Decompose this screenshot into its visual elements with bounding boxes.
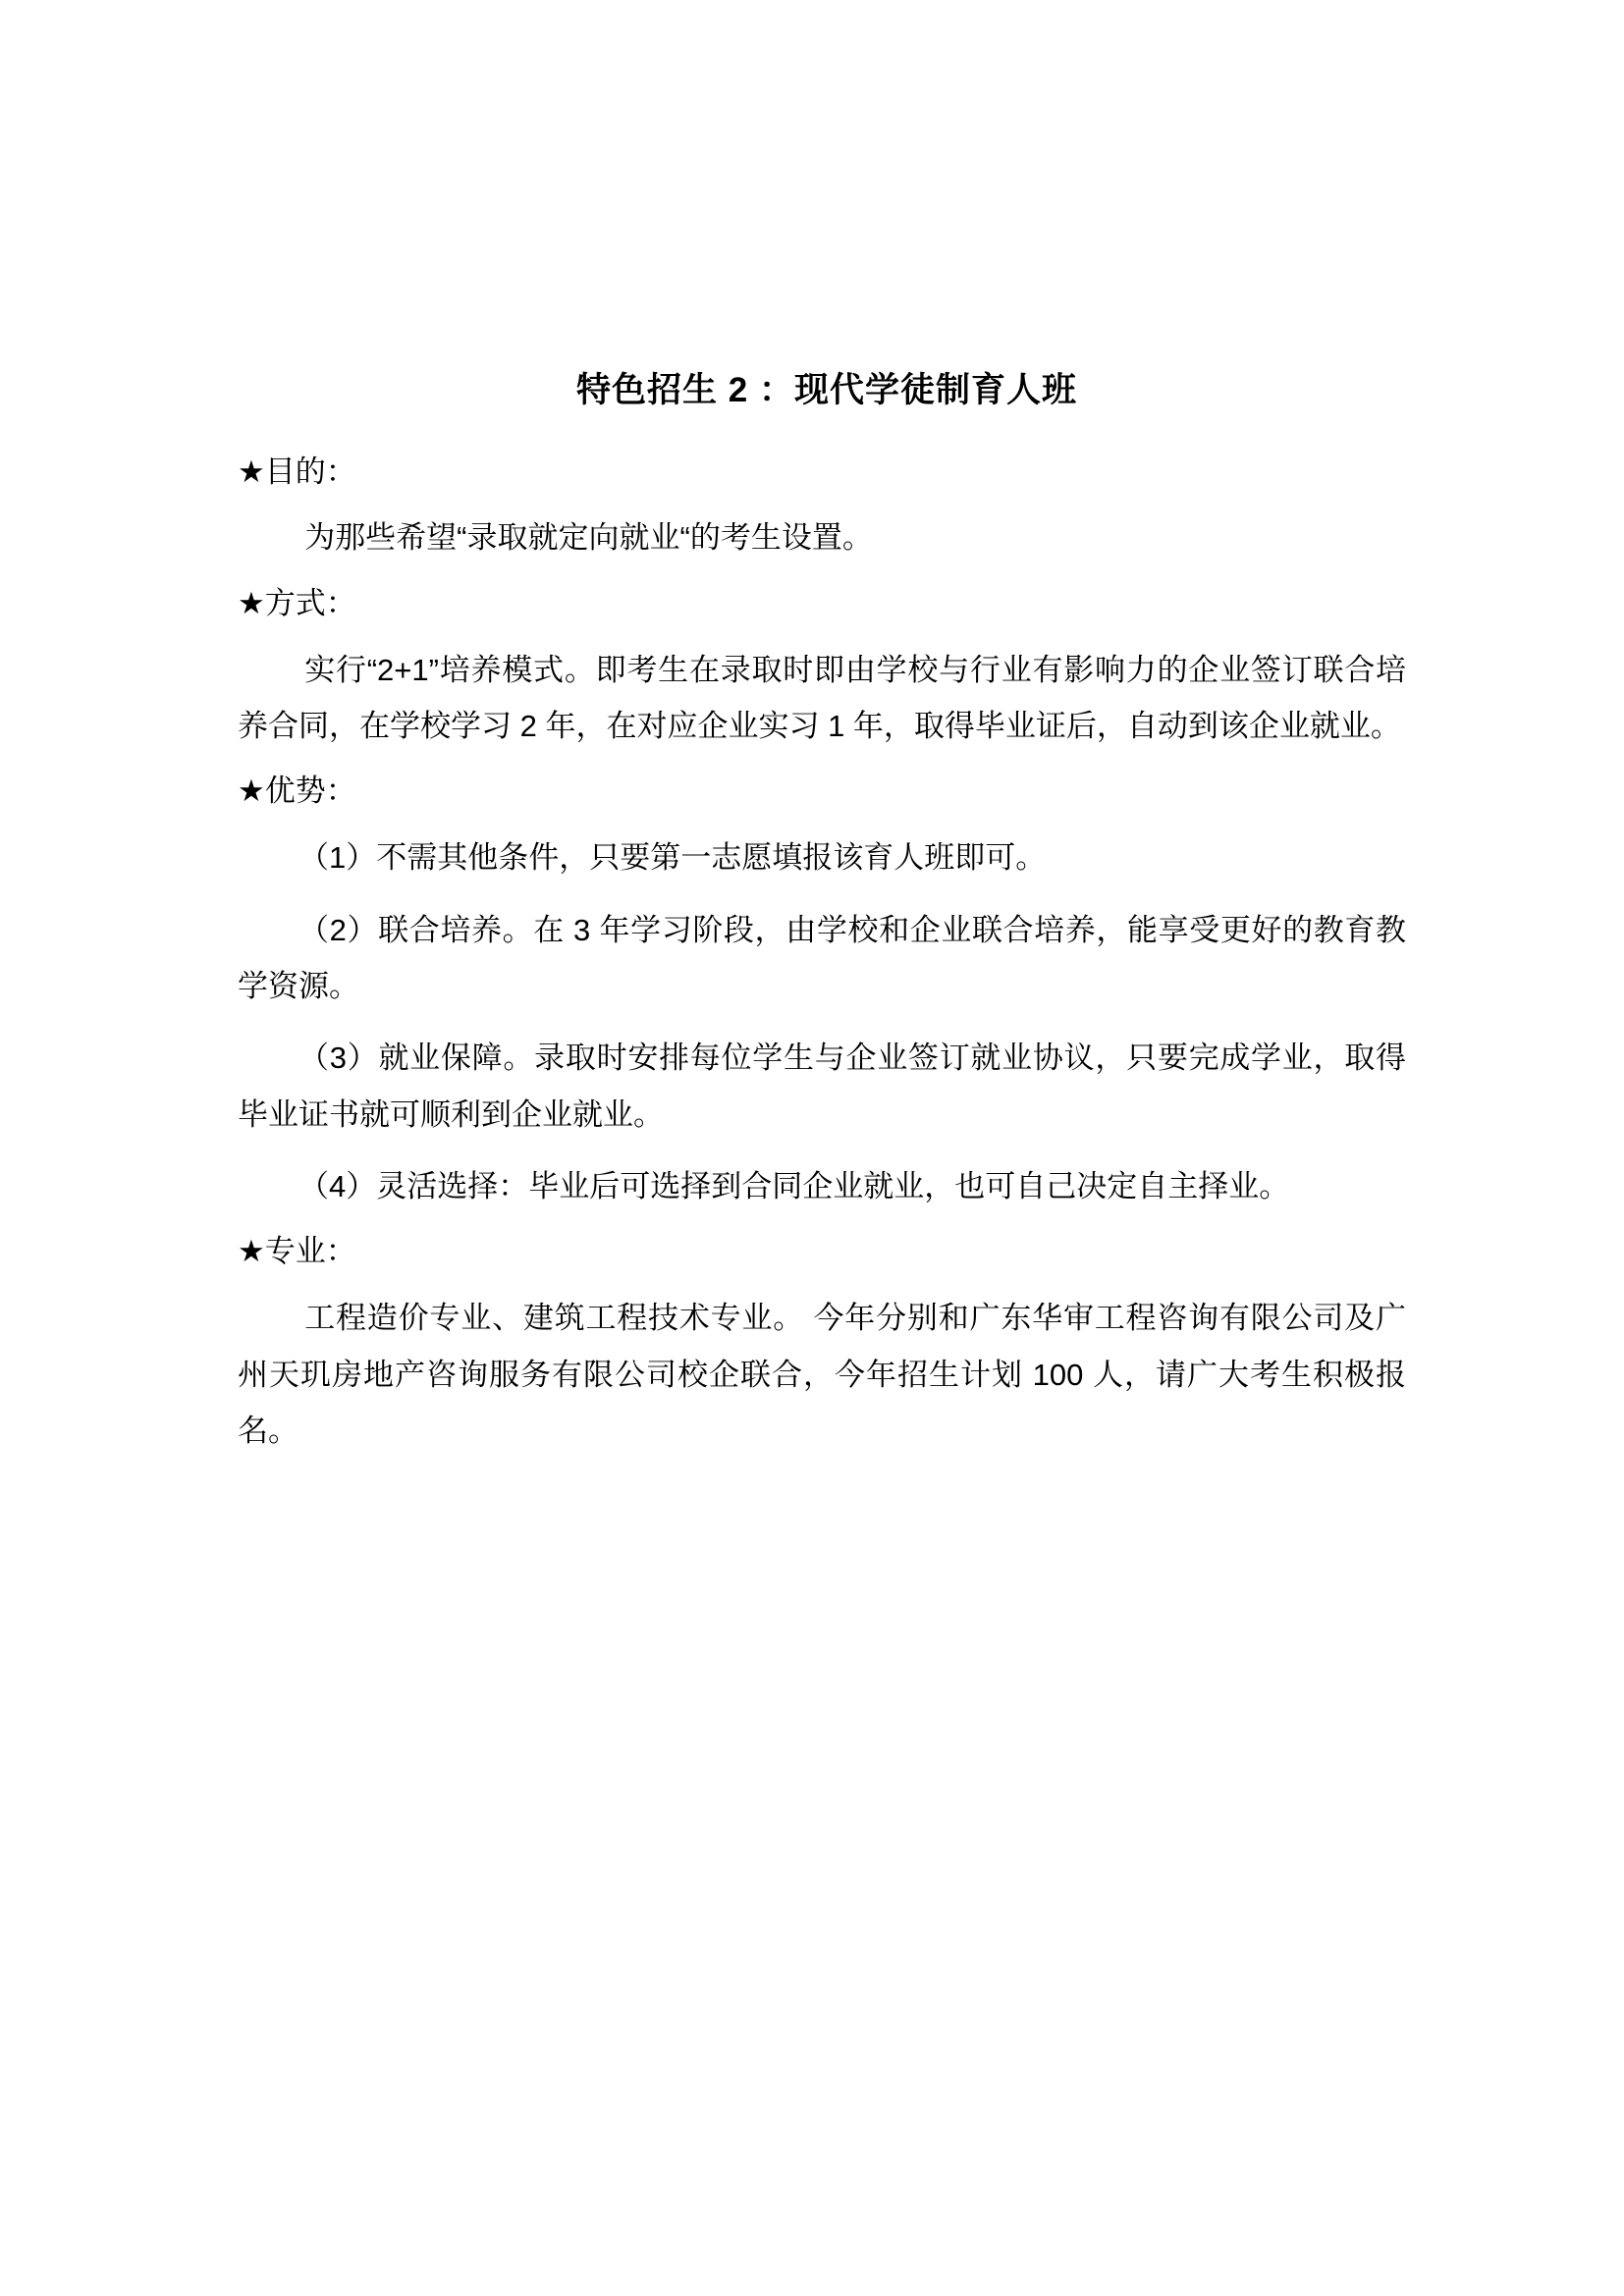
section-heading-purpose: ★目的：: [238, 454, 356, 489]
advantage-item-4: （4）灵活选择：毕业后可选择到合同企业就业，也可自己决定自主择业。: [298, 1169, 1290, 1204]
section-method-paragraph-1: 实行“2+1”培养模式。即考生在录取时即由学校与行业有影响力的企业签订联合培养合同，在学校学习 2 年，在对应企业实习 1 年，取得毕业证后，自动到该企业就业。: [238, 652, 1406, 744]
advantage-item-2: （2）联合培养。在 3 年学习阶段，由学校和企业联合培养，能享受更好的教育教学资源。: [238, 912, 1406, 1004]
page-title: 特色招生 2 ：现代学徒制育人班: [576, 371, 1077, 409]
section-heading-advantages: ★优势：: [238, 774, 356, 809]
section-heading-majors: ★专业：: [238, 1234, 356, 1269]
section-purpose-paragraph-1: 为那些希望“录取就定向就业“的考生设置。: [304, 520, 873, 556]
advantage-item-1: （1）不需其他条件，只要第一志愿填报该育人班即可。: [298, 840, 1047, 876]
section-heading-method: ★方式：: [238, 585, 356, 620]
document-body: [238, 365, 1406, 1474]
advantage-item-3: （3）就业保障。录取时安排每位学生与企业签订就业协议，只要完成学业，取得毕业证书就可顺利到企业就业。: [238, 1041, 1406, 1132]
section-majors-paragraph-1: 工程造价专业、建筑工程技术专业。 今年分别和广东华审工程咨询有限公司及广州天玑房地产咨询服务有限公司校企联合，今年招生计划 100 人，请广大考生积极报名。: [238, 1301, 1406, 1449]
